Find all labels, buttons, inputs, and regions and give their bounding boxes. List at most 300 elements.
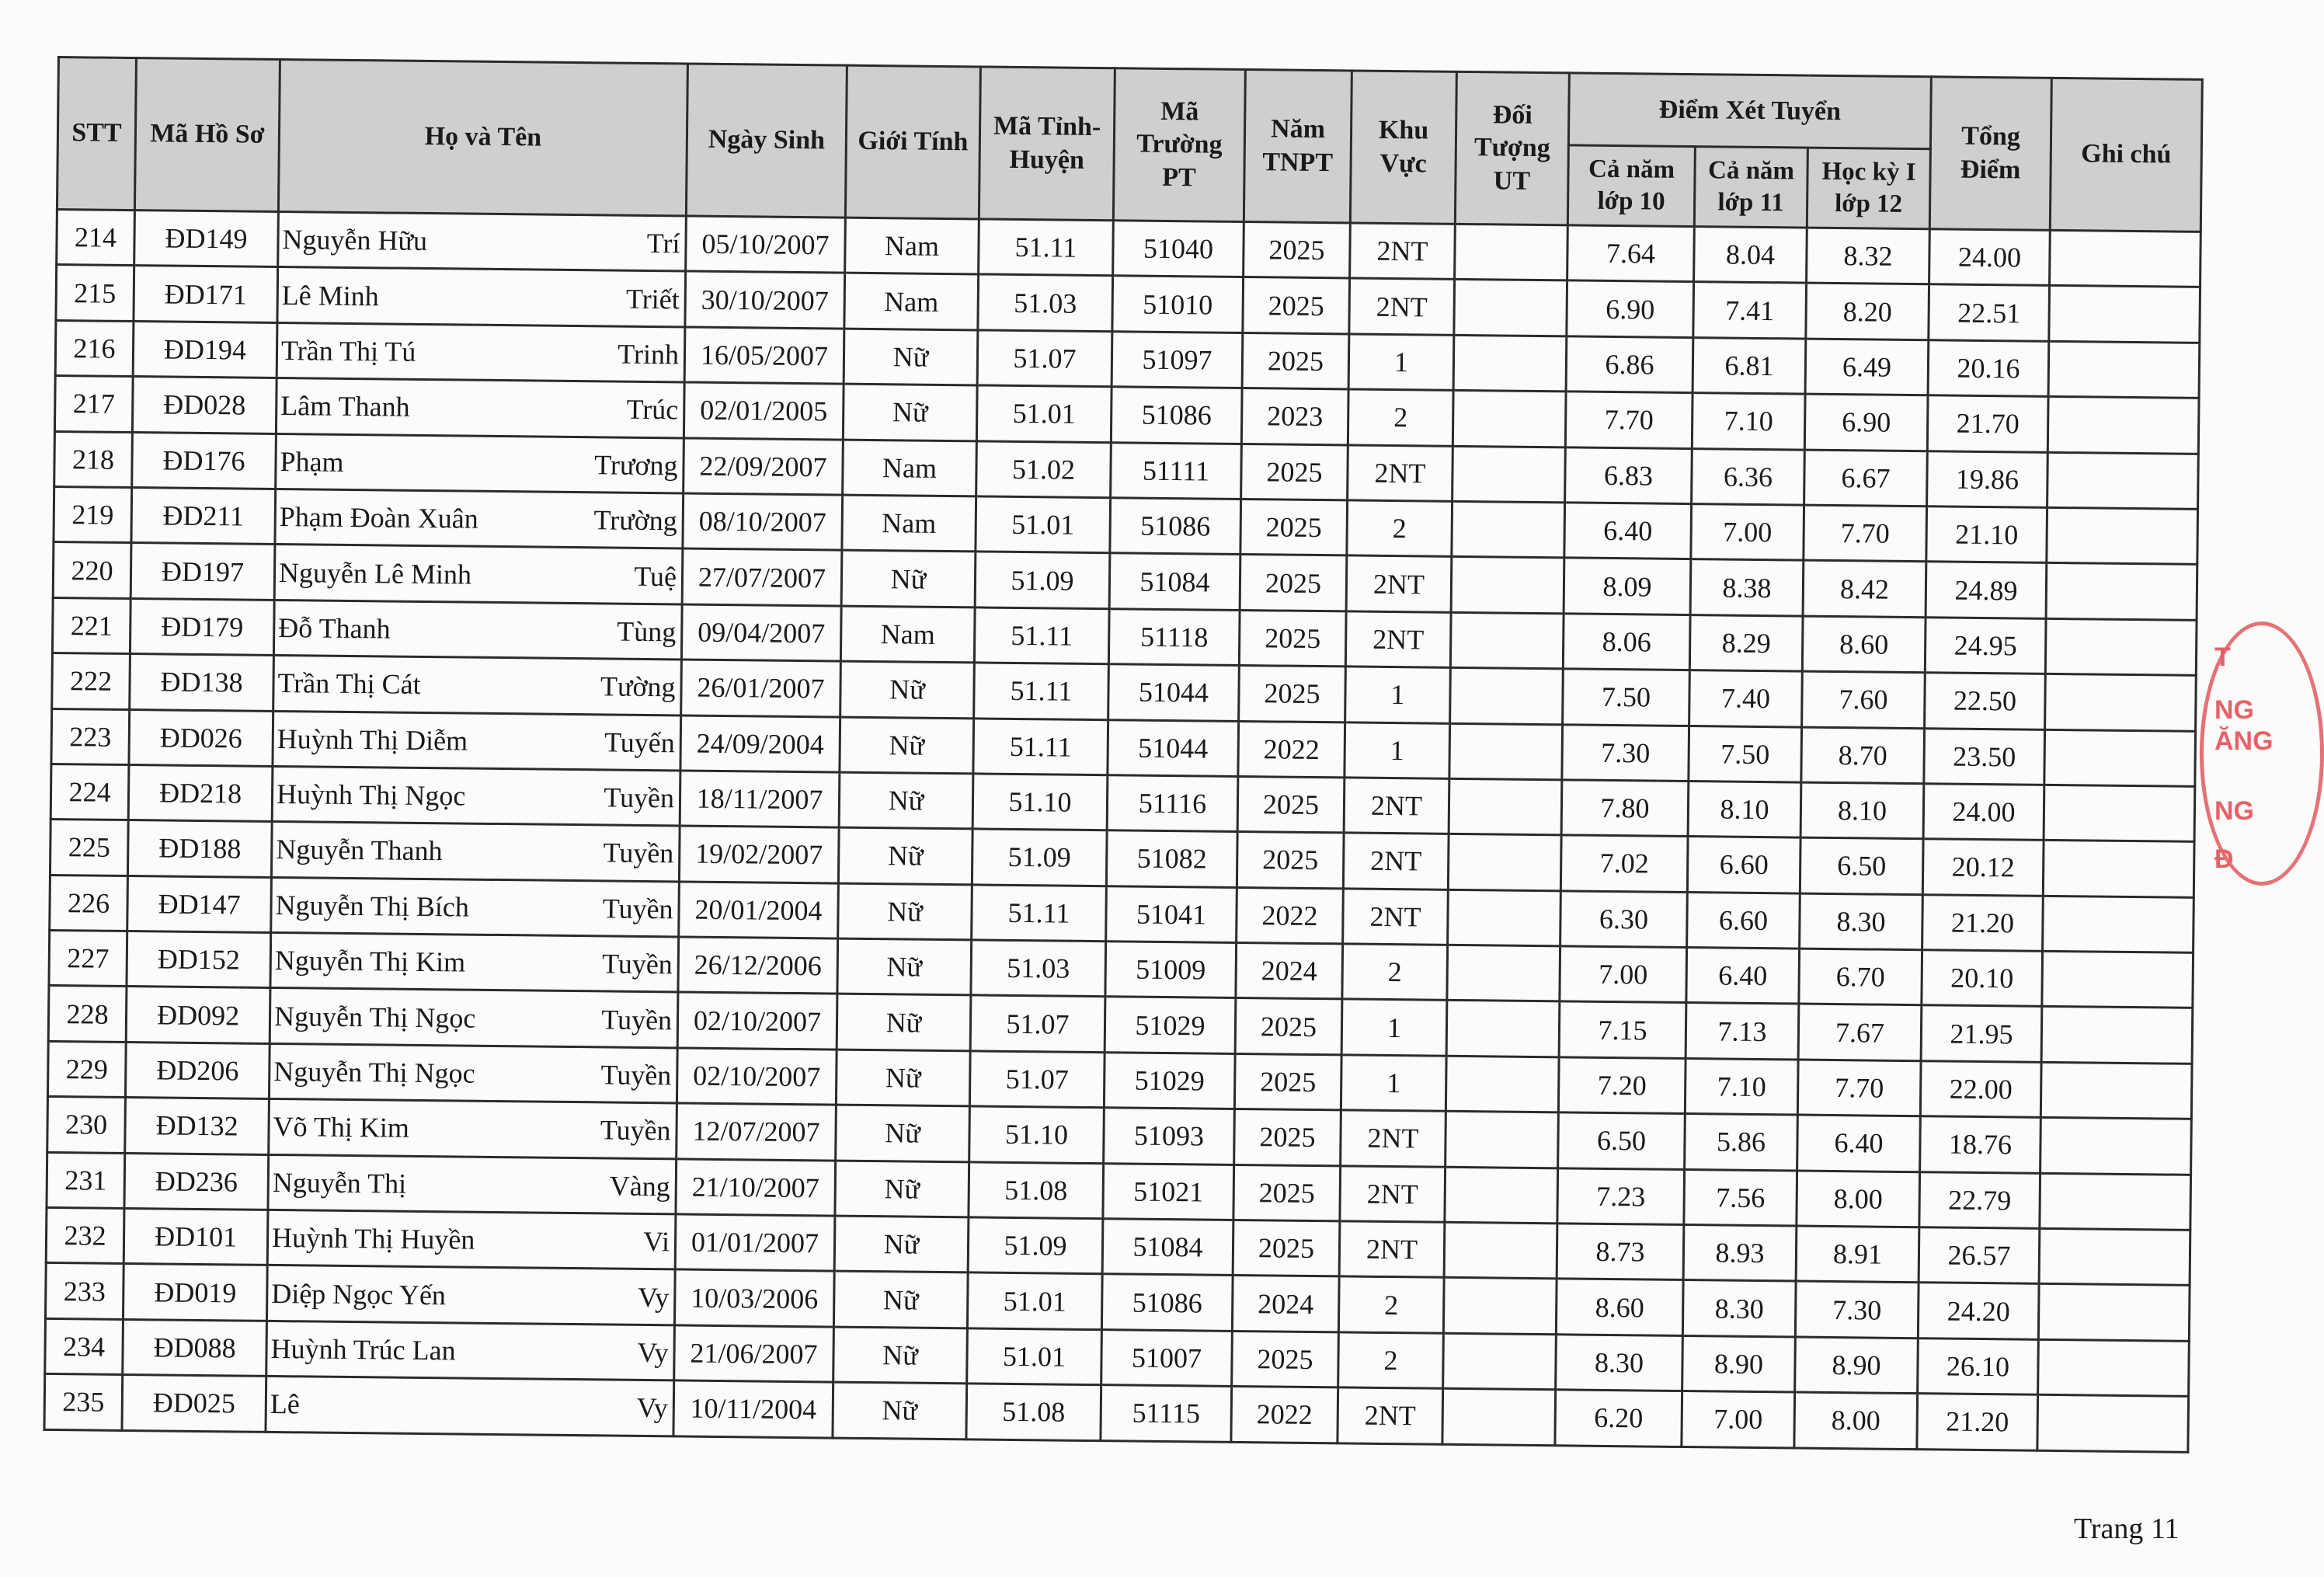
cell-ma: ĐD138 bbox=[130, 654, 274, 711]
cell-kv: 2 bbox=[1347, 500, 1452, 557]
cell-tinh: 51.01 bbox=[976, 385, 1112, 442]
seal-text-5: Đ bbox=[2214, 844, 2234, 874]
cell-kv: 1 bbox=[1345, 722, 1450, 778]
cell-tong: 21.70 bbox=[1927, 395, 2048, 452]
cell-l10: 6.83 bbox=[1565, 447, 1693, 503]
cell-ngay: 05/10/2007 bbox=[686, 216, 846, 273]
cell-stt: 214 bbox=[57, 210, 135, 266]
cell-l12: 6.70 bbox=[1799, 949, 1922, 1005]
cell-l11: 6.40 bbox=[1686, 948, 1800, 1004]
cell-l11: 7.40 bbox=[1689, 670, 1803, 727]
cell-gt: Nữ bbox=[840, 717, 974, 774]
cell-truong: 51115 bbox=[1101, 1385, 1232, 1442]
cell-kv: 1 bbox=[1341, 1055, 1446, 1112]
cell-gt: Nữ bbox=[837, 938, 972, 995]
cell-gt: Nữ bbox=[840, 661, 975, 718]
cell-tinh: 51.03 bbox=[971, 940, 1106, 997]
seal-text-2: NG bbox=[2214, 695, 2254, 725]
cell-kv: 2 bbox=[1338, 1332, 1444, 1389]
cell-ngay: 30/10/2007 bbox=[685, 271, 845, 329]
cell-ma: ĐD147 bbox=[127, 876, 272, 932]
col-header-diem-xet-tuyen: Điểm Xét Tuyển bbox=[1568, 73, 1931, 149]
cell-l11: 7.13 bbox=[1686, 1003, 1799, 1060]
cell-l11: 5.86 bbox=[1685, 1114, 1798, 1171]
cell-ho-va-ten bbox=[275, 489, 684, 548]
cell-ut bbox=[1448, 889, 1561, 946]
cell-ngay: 21/10/2007 bbox=[676, 1159, 836, 1217]
cell-stt: 234 bbox=[45, 1318, 124, 1374]
cell-kv: 2NT bbox=[1343, 889, 1449, 945]
cell-ghichu bbox=[2037, 1394, 2189, 1451]
cell-tinh: 51.11 bbox=[979, 219, 1114, 276]
col-header-ghi-chu: Ghi chú bbox=[2050, 78, 2202, 232]
cell-ut bbox=[1446, 1056, 1559, 1112]
cell-stt: 217 bbox=[54, 376, 133, 432]
cell-ho-dem: Nguyễn Lê Minh bbox=[278, 556, 472, 590]
cell-tinh: 51.07 bbox=[969, 1051, 1105, 1108]
cell-ut bbox=[1449, 778, 1562, 835]
cell-ngay: 21/06/2007 bbox=[674, 1325, 834, 1383]
cell-kv: 2NT bbox=[1338, 1387, 1443, 1444]
cell-l12: 7.70 bbox=[1804, 505, 1927, 562]
cell-l10: 7.30 bbox=[1562, 724, 1689, 781]
cell-gt: Nữ bbox=[839, 772, 973, 829]
cell-nam: 2025 bbox=[1240, 499, 1348, 555]
cell-ten: Tuyền bbox=[601, 948, 673, 980]
cell-nam: 2022 bbox=[1231, 1387, 1338, 1443]
cell-ho-dem: Phạm Đoàn Xuân bbox=[279, 501, 478, 534]
cell-ho-dem: Diệp Ngọc Yến bbox=[271, 1277, 447, 1311]
cell-gt: Nữ bbox=[834, 1216, 969, 1272]
cell-ut bbox=[1452, 446, 1566, 503]
cell-tong: 24.00 bbox=[1929, 229, 2051, 286]
cell-nam: 2025 bbox=[1233, 1164, 1341, 1221]
cell-truong: 51116 bbox=[1107, 775, 1238, 832]
cell-ten: Tuyền bbox=[603, 837, 674, 869]
cell-truong: 51041 bbox=[1106, 886, 1237, 942]
cell-ten: Trương bbox=[594, 449, 678, 482]
cell-l10: 6.90 bbox=[1567, 280, 1694, 337]
cell-l10: 8.73 bbox=[1557, 1224, 1684, 1280]
cell-ut bbox=[1446, 1112, 1559, 1168]
cell-ngay: 10/03/2006 bbox=[674, 1269, 834, 1327]
cell-ngay: 12/07/2007 bbox=[677, 1103, 837, 1161]
cell-l12: 8.70 bbox=[1801, 727, 1925, 784]
cell-stt: 224 bbox=[50, 764, 129, 820]
cell-l12: 8.30 bbox=[1800, 893, 1923, 950]
cell-ghichu bbox=[2043, 896, 2194, 952]
cell-stt: 232 bbox=[46, 1207, 124, 1263]
cell-ngay: 26/12/2006 bbox=[678, 937, 838, 994]
cell-kv: 2NT bbox=[1339, 1221, 1445, 1278]
cell-gt: Nữ bbox=[838, 883, 972, 940]
cell-stt: 219 bbox=[54, 486, 132, 542]
cell-ho-dem: Huỳnh Thị Huyền bbox=[271, 1222, 475, 1255]
admission-score-table bbox=[43, 56, 2203, 1453]
cell-ho-dem: Phạm bbox=[280, 445, 344, 478]
cell-kv: 2 bbox=[1342, 944, 1448, 1001]
cell-nam: 2025 bbox=[1235, 998, 1342, 1055]
cell-tinh: 51.08 bbox=[969, 1162, 1104, 1219]
cell-gt: Nam bbox=[845, 218, 979, 274]
cell-truong: 51118 bbox=[1108, 608, 1240, 665]
cell-kv: 2NT bbox=[1341, 1110, 1446, 1167]
cell-l12: 8.10 bbox=[1800, 782, 1924, 839]
page-number: Trang 11 bbox=[2074, 1513, 2180, 1545]
cell-ho-dem: Đỗ Thanh bbox=[278, 611, 391, 645]
cell-kv: 2NT bbox=[1349, 278, 1455, 335]
cell-tinh: 51.09 bbox=[975, 552, 1110, 608]
cell-l12: 6.40 bbox=[1797, 1115, 1921, 1171]
cell-ho-dem: Trần Thị Cát bbox=[277, 667, 421, 701]
cell-ho-va-ten bbox=[273, 600, 682, 660]
cell-truong: 51009 bbox=[1105, 942, 1237, 998]
cell-ut bbox=[1454, 280, 1567, 336]
cell-nam: 2025 bbox=[1237, 776, 1345, 833]
cell-ho-dem: Lê Minh bbox=[281, 279, 379, 312]
cell-l12: 8.90 bbox=[1795, 1337, 1919, 1394]
cell-ten: Vy bbox=[636, 1392, 669, 1424]
seal-text-4: NG bbox=[2214, 796, 2254, 826]
col-header-hoc-ky-1-lop-12: Học kỳ I lớp 12 bbox=[1807, 148, 1930, 229]
cell-kv: 2NT bbox=[1350, 223, 1456, 280]
cell-ngay: 18/11/2007 bbox=[680, 771, 840, 828]
cell-truong: 51010 bbox=[1112, 276, 1244, 332]
cell-l10: 6.40 bbox=[1564, 503, 1692, 559]
cell-kv: 2NT bbox=[1343, 833, 1449, 889]
cell-ngay: 02/10/2007 bbox=[677, 1048, 837, 1105]
cell-l12: 6.49 bbox=[1805, 339, 1929, 395]
cell-ten: Tuyền bbox=[600, 1059, 672, 1091]
cell-ho-dem: Nguyễn Hữu bbox=[282, 224, 428, 257]
cell-l10: 6.20 bbox=[1555, 1390, 1682, 1446]
cell-nam: 2025 bbox=[1232, 1331, 1339, 1387]
cell-gt: Nữ bbox=[836, 1050, 970, 1106]
cell-ho-va-ten bbox=[266, 1377, 674, 1436]
cell-kv: 2NT bbox=[1348, 444, 1453, 501]
cell-ghichu bbox=[2042, 951, 2194, 1008]
cell-l11: 6.60 bbox=[1687, 892, 1800, 949]
cell-ma: ĐD194 bbox=[133, 321, 277, 378]
cell-ut bbox=[1446, 1001, 1560, 1057]
cell-ghichu bbox=[2045, 618, 2197, 675]
cell-ho-dem: Nguyễn Thanh bbox=[276, 834, 443, 867]
cell-l12: 7.70 bbox=[1797, 1060, 1921, 1116]
cell-kv: 2NT bbox=[1346, 555, 1452, 612]
cell-l10: 8.30 bbox=[1556, 1335, 1683, 1391]
cell-gt: Nam bbox=[840, 606, 975, 663]
cell-l10: 8.06 bbox=[1563, 614, 1690, 670]
cell-ut bbox=[1447, 945, 1560, 1001]
cell-stt: 223 bbox=[51, 708, 130, 764]
cell-ho-dem: Trần Thị Tú bbox=[280, 335, 416, 367]
cell-l11: 7.41 bbox=[1693, 282, 1807, 339]
cell-ho-dem: Nguyễn Thị Ngọc bbox=[273, 1000, 476, 1034]
cell-ma: ĐD092 bbox=[126, 987, 270, 1043]
cell-l12: 8.20 bbox=[1806, 283, 1929, 339]
cell-ho-va-ten bbox=[273, 656, 682, 715]
cell-stt: 216 bbox=[55, 320, 134, 376]
cell-truong: 51007 bbox=[1101, 1329, 1233, 1386]
cell-kv: 2NT bbox=[1345, 611, 1451, 668]
cell-l10: 7.02 bbox=[1560, 835, 1688, 892]
table-body bbox=[44, 210, 2200, 1452]
cell-ngay: 24/09/2004 bbox=[680, 715, 840, 772]
cell-kv: 1 bbox=[1345, 667, 1451, 723]
cell-tinh: 51.01 bbox=[967, 1328, 1102, 1385]
col-header-ma-tinh-huyen: Mã Tỉnh-Huyện bbox=[979, 67, 1115, 221]
cell-tong: 20.16 bbox=[1928, 340, 2049, 397]
cell-stt: 220 bbox=[53, 542, 131, 598]
cell-ghichu bbox=[2047, 397, 2199, 454]
cell-tinh: 51.01 bbox=[976, 496, 1111, 553]
cell-nam: 2025 bbox=[1234, 1109, 1341, 1166]
cell-stt: 233 bbox=[45, 1263, 124, 1319]
cell-ghichu bbox=[2040, 1118, 2192, 1175]
cell-stt: 228 bbox=[48, 986, 127, 1042]
cell-ghichu bbox=[2038, 1339, 2190, 1396]
cell-nam: 2025 bbox=[1237, 832, 1344, 889]
cell-l10: 8.60 bbox=[1556, 1279, 1683, 1335]
cell-gt: Nữ bbox=[838, 827, 972, 884]
cell-kv: 2 bbox=[1338, 1276, 1444, 1333]
cell-ho-va-ten bbox=[271, 822, 680, 882]
cell-ngay: 26/01/2007 bbox=[681, 660, 841, 717]
cell-nam: 2025 bbox=[1241, 444, 1348, 500]
cell-tong: 20.12 bbox=[1922, 839, 2044, 896]
cell-ma: ĐD218 bbox=[128, 764, 273, 821]
cell-gt: Nữ bbox=[844, 329, 978, 385]
cell-gt: Nữ bbox=[837, 994, 971, 1051]
cell-l11: 7.10 bbox=[1692, 393, 1805, 450]
cell-ho-dem: Huỳnh Thị Ngọc bbox=[276, 778, 466, 812]
cell-ma: ĐD171 bbox=[134, 266, 278, 322]
cell-ho-va-ten bbox=[272, 766, 680, 826]
cell-tinh: 51.11 bbox=[974, 663, 1109, 719]
cell-ten: Trí bbox=[646, 228, 680, 259]
cell-ho-va-ten bbox=[268, 1154, 677, 1214]
cell-ut bbox=[1443, 1278, 1557, 1335]
cell-truong: 51082 bbox=[1106, 830, 1237, 887]
cell-ghichu bbox=[2045, 674, 2197, 730]
cell-ho-va-ten bbox=[274, 545, 683, 604]
cell-ngay: 08/10/2007 bbox=[683, 493, 843, 551]
cell-l12: 8.32 bbox=[1807, 228, 1930, 284]
cell-tinh: 51.11 bbox=[973, 718, 1108, 775]
cell-tong: 21.20 bbox=[1922, 894, 2044, 951]
cell-gt: Nam bbox=[843, 440, 977, 496]
col-header-tong-diem: Tổng Điểm bbox=[1929, 77, 2051, 231]
cell-ut bbox=[1448, 834, 1561, 891]
cell-tong: 22.50 bbox=[1925, 673, 2046, 729]
cell-l12: 8.42 bbox=[1803, 560, 1926, 617]
cell-l11: 7.56 bbox=[1684, 1169, 1797, 1226]
cell-nam: 2025 bbox=[1242, 332, 1349, 389]
cell-ghichu bbox=[2041, 1007, 2193, 1064]
cell-tinh: 51.10 bbox=[972, 774, 1108, 830]
cell-ghichu bbox=[2046, 563, 2197, 620]
cell-l10: 7.15 bbox=[1559, 1001, 1686, 1058]
col-header-ca-nam-lop-11: Cả năm lớp 11 bbox=[1694, 147, 1807, 228]
col-header-ma-ho-so: Mã Hồ Sơ bbox=[134, 58, 280, 212]
cell-ten: Tuyến bbox=[604, 726, 675, 759]
cell-l11: 8.90 bbox=[1682, 1335, 1796, 1392]
cell-l11: 8.30 bbox=[1682, 1280, 1796, 1337]
cell-l10: 6.30 bbox=[1560, 891, 1688, 948]
cell-gt: Nữ bbox=[836, 1105, 970, 1161]
cell-ho-va-ten bbox=[276, 433, 684, 493]
cell-gt: Nữ bbox=[843, 384, 977, 440]
cell-nam: 2024 bbox=[1236, 943, 1343, 1000]
cell-ghichu bbox=[2047, 507, 2198, 564]
cell-ten: Tuyền bbox=[604, 782, 675, 814]
cell-ho-dem: Huỳnh Trúc Lan bbox=[270, 1332, 456, 1366]
cell-ten: Triết bbox=[625, 283, 680, 315]
seal-text-1: T bbox=[2214, 642, 2231, 672]
cell-ut bbox=[1442, 1388, 1556, 1445]
cell-ho-dem: Huỳnh Thị Diễm bbox=[277, 722, 468, 757]
cell-ut bbox=[1450, 667, 1564, 724]
cell-stt: 218 bbox=[54, 431, 133, 487]
cell-l10: 7.00 bbox=[1560, 946, 1687, 1003]
cell-ngay: 02/01/2005 bbox=[684, 382, 844, 440]
cell-gt: Nữ bbox=[833, 1382, 967, 1439]
cell-ghichu bbox=[2039, 1228, 2190, 1285]
cell-l10: 7.64 bbox=[1567, 225, 1695, 282]
cell-truong: 51040 bbox=[1113, 221, 1244, 277]
cell-stt: 235 bbox=[44, 1374, 123, 1430]
cell-truong: 51084 bbox=[1109, 553, 1240, 610]
cell-ho-va-ten bbox=[277, 322, 685, 382]
cell-ma: ĐD028 bbox=[132, 377, 277, 433]
cell-ut bbox=[1453, 335, 1567, 392]
cell-nam: 2025 bbox=[1239, 666, 1346, 722]
cell-tinh: 51.08 bbox=[966, 1384, 1101, 1440]
cell-tong: 26.10 bbox=[1918, 1338, 2039, 1394]
cell-nam: 2024 bbox=[1232, 1276, 1339, 1332]
cell-tinh: 51.07 bbox=[977, 330, 1112, 387]
cell-stt: 231 bbox=[47, 1152, 125, 1208]
cell-l11: 8.38 bbox=[1690, 559, 1804, 616]
cell-truong: 51086 bbox=[1101, 1274, 1233, 1331]
cell-ghichu bbox=[2044, 785, 2195, 841]
cell-truong: 51111 bbox=[1111, 442, 1242, 499]
cell-tong: 26.57 bbox=[1919, 1227, 2040, 1284]
cell-ho-va-ten bbox=[266, 1321, 675, 1380]
cell-ut bbox=[1449, 723, 1563, 780]
col-header-gioi-tinh: Giới Tính bbox=[845, 65, 980, 219]
cell-l12: 7.67 bbox=[1798, 1004, 1922, 1061]
cell-tinh: 51.02 bbox=[976, 440, 1112, 497]
cell-ngay: 27/07/2007 bbox=[682, 548, 842, 606]
cell-l10: 7.70 bbox=[1565, 392, 1693, 448]
cell-ten: Vy bbox=[637, 1336, 669, 1369]
cell-tong: 21.10 bbox=[1926, 507, 2047, 563]
cell-tinh: 51.09 bbox=[972, 829, 1107, 886]
cell-l11: 8.10 bbox=[1688, 781, 1801, 837]
cell-ma: ĐD176 bbox=[132, 432, 277, 489]
cell-l12: 6.50 bbox=[1800, 837, 1923, 894]
cell-kv: 2NT bbox=[1340, 1166, 1446, 1223]
cell-ho-va-ten bbox=[269, 1099, 677, 1159]
document-sheet bbox=[43, 56, 2203, 1453]
cell-ho-va-ten bbox=[270, 988, 678, 1048]
cell-ngay: 22/09/2007 bbox=[684, 438, 844, 496]
cell-l12: 7.30 bbox=[1795, 1281, 1919, 1338]
cell-l11: 7.50 bbox=[1689, 726, 1802, 782]
cell-l12: 6.67 bbox=[1804, 450, 1928, 507]
cell-tinh: 51.09 bbox=[968, 1217, 1103, 1274]
cell-l11: 7.00 bbox=[1682, 1391, 1795, 1448]
cell-tinh: 51.01 bbox=[967, 1272, 1102, 1329]
cell-ghichu bbox=[2043, 841, 2194, 897]
cell-l12: 8.00 bbox=[1797, 1171, 1920, 1227]
cell-tong: 21.95 bbox=[1921, 1005, 2042, 1062]
cell-ghichu bbox=[2050, 230, 2201, 287]
cell-truong: 51093 bbox=[1104, 1108, 1235, 1164]
cell-kv: 1 bbox=[1348, 334, 1454, 391]
cell-l12: 7.60 bbox=[1802, 671, 1926, 728]
cell-l12: 8.91 bbox=[1796, 1226, 1919, 1283]
cell-tong: 24.00 bbox=[1923, 784, 2044, 841]
cell-ut bbox=[1455, 224, 1568, 280]
cell-tinh: 51.10 bbox=[969, 1106, 1105, 1163]
cell-ten: Tuệ bbox=[634, 560, 677, 592]
cell-ho-dem: Võ Thị Kim bbox=[273, 1111, 410, 1144]
cell-ho-va-ten bbox=[270, 933, 679, 993]
cell-l11: 6.81 bbox=[1693, 337, 1806, 394]
cell-ma: ĐD197 bbox=[130, 543, 275, 600]
cell-ma: ĐD101 bbox=[124, 1209, 268, 1265]
cell-l11: 6.36 bbox=[1692, 448, 1805, 505]
cell-ngay: 19/02/2007 bbox=[679, 826, 839, 883]
cell-l12: 8.00 bbox=[1794, 1392, 1918, 1449]
cell-kv: 2 bbox=[1348, 389, 1453, 446]
cell-ghichu bbox=[2049, 286, 2200, 343]
cell-l12: 8.60 bbox=[1802, 616, 1926, 673]
cell-l12: 6.90 bbox=[1804, 394, 1928, 451]
cell-tong: 24.20 bbox=[1918, 1283, 2039, 1339]
cell-gt: Nữ bbox=[833, 1271, 968, 1328]
col-header-ngay-sinh: Ngày Sinh bbox=[686, 64, 847, 218]
cell-ngay: 09/04/2007 bbox=[681, 604, 841, 662]
col-header-ho-va-ten: Họ và Tên bbox=[278, 60, 687, 216]
cell-ma: ĐD179 bbox=[130, 598, 274, 655]
cell-ten: Tuyền bbox=[602, 893, 673, 925]
cell-nam: 2025 bbox=[1244, 222, 1351, 279]
cell-ten: Trinh bbox=[618, 338, 680, 371]
cell-stt: 227 bbox=[49, 931, 127, 987]
cell-ut bbox=[1451, 557, 1564, 614]
cell-nam: 2025 bbox=[1243, 277, 1350, 334]
cell-ghichu bbox=[2040, 1062, 2192, 1119]
cell-l10: 6.86 bbox=[1566, 336, 1693, 393]
cell-l11: 7.00 bbox=[1691, 504, 1804, 561]
cell-ho-va-ten bbox=[266, 1265, 675, 1325]
col-header-ma-truong-pt: Mã Trường PT bbox=[1113, 68, 1245, 222]
cell-ngay: 02/10/2007 bbox=[677, 992, 837, 1050]
cell-gt: Nữ bbox=[833, 1327, 968, 1384]
cell-ut bbox=[1445, 1167, 1558, 1224]
cell-gt: Nữ bbox=[835, 1161, 969, 1217]
cell-ngay: 01/01/2007 bbox=[675, 1214, 835, 1272]
cell-nam: 2023 bbox=[1241, 388, 1348, 445]
cell-truong: 51029 bbox=[1104, 1053, 1235, 1109]
cell-ut bbox=[1452, 501, 1565, 558]
cell-ho-dem: Nguyễn Thị Ngọc bbox=[273, 1056, 475, 1089]
cell-ten: Trường bbox=[593, 504, 677, 537]
cell-nam: 2022 bbox=[1238, 721, 1345, 778]
